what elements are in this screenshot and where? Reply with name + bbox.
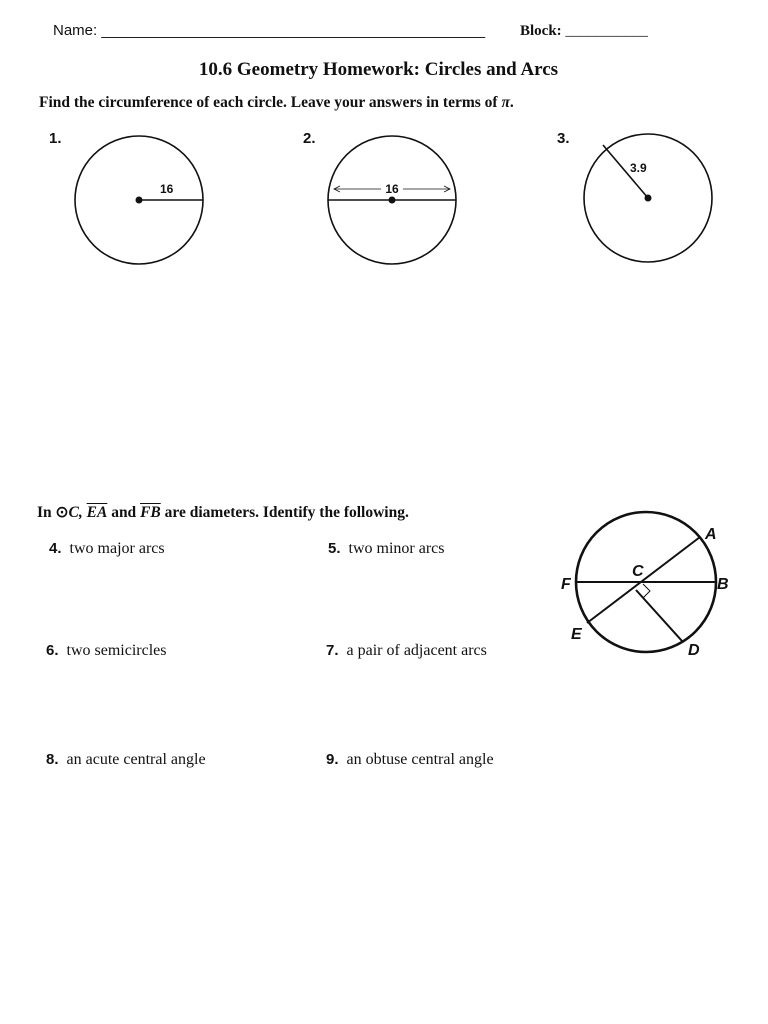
page-title: 10.6 Geometry Homework: Circles and Arcs — [198, 59, 559, 80]
segment-fb: $\overline{FB}$ — [140, 504, 161, 521]
question-text: two minor arcs — [348, 540, 445, 557]
name-field[interactable] — [53, 22, 485, 39]
circle-symbol: ⊙ — [55, 504, 69, 521]
center-point — [389, 197, 396, 204]
right-angle-mark-icon — [643, 584, 650, 598]
intro-text-rest: are diameters. Identify the following. — [160, 504, 409, 521]
instruction-period: . — [509, 94, 514, 111]
point-a-label: A — [705, 526, 717, 543]
problem-3-number: 3. — [557, 130, 570, 147]
question-4 — [49, 540, 165, 558]
intro-text-in: In — [37, 504, 56, 521]
center-point — [645, 195, 652, 202]
question-text: two major arcs — [69, 540, 165, 557]
intro-and: and — [107, 504, 141, 521]
question-number: 8. — [46, 751, 59, 768]
question-7 — [326, 642, 487, 660]
problem-2-number: 2. — [303, 130, 316, 147]
question-text: a pair of adjacent arcs — [346, 642, 487, 659]
radius-label: 16 — [160, 182, 174, 196]
section2-instruction — [37, 503, 409, 522]
question-number: 9. — [326, 751, 339, 768]
section1-instruction — [39, 94, 514, 112]
problem-1-number: 1. — [49, 130, 62, 147]
question-text: two semicircles — [66, 642, 167, 659]
question-number: 5. — [328, 540, 341, 557]
question-number: 6. — [46, 642, 59, 659]
question-text: an obtuse central angle — [346, 751, 494, 768]
pi-symbol: π — [501, 94, 510, 111]
circle-2-figure — [313, 125, 473, 275]
circle-c-diagram — [550, 505, 740, 665]
intro-circle-c: C, — [68, 504, 87, 521]
point-d-label: D — [688, 642, 700, 659]
block-line: ___________ — [565, 23, 648, 39]
diameter-ea — [587, 537, 700, 623]
point-e-label: E — [571, 626, 582, 643]
name-line: ______________________________________________ — [101, 22, 486, 39]
instruction-text: Find the circumference of each circle. Leave your answers in terms of — [39, 94, 502, 111]
diameter-label: 16 — [385, 182, 399, 196]
center-point — [136, 197, 143, 204]
point-c-label: C — [632, 563, 644, 580]
circle-3-figure — [569, 125, 729, 275]
question-8 — [46, 751, 206, 769]
block-field[interactable] — [520, 23, 648, 40]
question-number: 7. — [326, 642, 339, 659]
name-label: Name: — [53, 22, 102, 39]
question-text: an acute central angle — [66, 751, 206, 768]
segment-ea: $\overline{EA}$ — [86, 504, 108, 521]
question-number: 4. — [49, 540, 62, 557]
question-5 — [328, 540, 445, 558]
question-6 — [46, 642, 166, 660]
point-f-label: F — [561, 576, 571, 593]
question-9 — [326, 751, 494, 769]
radius-label: 3.9 — [630, 161, 647, 175]
circle-1-figure — [60, 125, 220, 275]
point-b-label: B — [717, 576, 729, 593]
block-label: Block: — [520, 23, 566, 39]
